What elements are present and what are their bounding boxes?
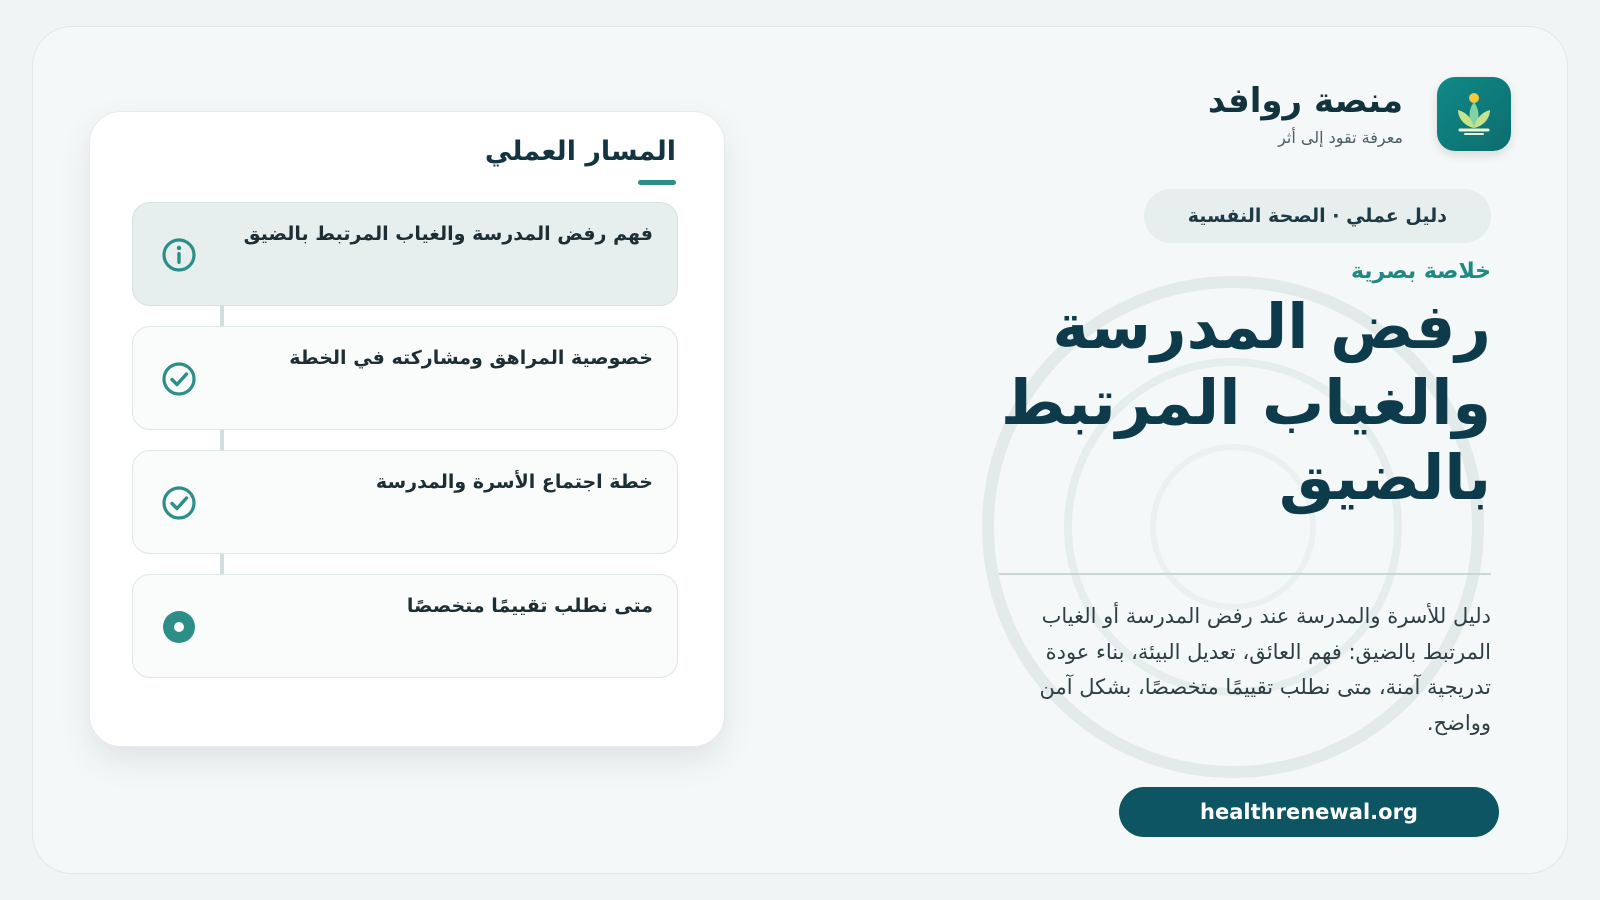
- steps-list: [132, 202, 678, 698]
- website-link-button[interactable]: healthrenewal.org: [1119, 787, 1499, 837]
- title-underline: [638, 180, 676, 185]
- brand-tagline: معرفة تقود إلى أثر: [1278, 127, 1403, 147]
- lotus-logo-icon: [1437, 77, 1511, 151]
- step-label: فهم رفض المدرسة والغياب المرتبط بالضيق: [243, 223, 653, 245]
- kicker-label: خلاصة بصرية: [1350, 259, 1491, 284]
- step-connector: [220, 430, 224, 450]
- card-title: المسار العملي: [484, 136, 676, 167]
- step-item[interactable]: [132, 574, 678, 678]
- description: دليل للأسرة والمدرسة عند رفض المدرسة أو الغياب المرتبط بالضيق: فهم العائق، تعديل البيئة، بناء عودة تدريجية آمنة، متى نطلب تقييمًا متخصصًا، بشكل آمن وواضح.: [1039, 604, 1491, 736]
- divider: [999, 573, 1491, 575]
- dot-circle-icon: [161, 609, 197, 645]
- step-item[interactable]: [132, 450, 678, 554]
- check-circle-icon: [161, 485, 197, 521]
- step-label: خصوصية المراهق ومشاركته في الخطة: [289, 347, 653, 369]
- brand-block: [1208, 77, 1511, 151]
- step-label: خطة اجتماع الأسرة والمدرسة: [375, 471, 653, 493]
- check-circle-icon: [161, 361, 197, 397]
- step-connector: [220, 554, 224, 574]
- page-title: رفض المدرسة والغياب المرتبط بالضيق: [1000, 290, 1491, 515]
- step-item[interactable]: [132, 326, 678, 430]
- category-badge: دليل عملي · الصحة النفسية: [1144, 189, 1491, 243]
- practical-path-card: [89, 111, 725, 747]
- page-frame: [32, 26, 1568, 874]
- brand-name: منصة روافد: [1207, 81, 1403, 122]
- step-item[interactable]: [132, 202, 678, 306]
- step-connector: [220, 306, 224, 326]
- step-label: متى نطلب تقييمًا متخصصًا: [406, 595, 653, 617]
- info-icon: [161, 237, 197, 273]
